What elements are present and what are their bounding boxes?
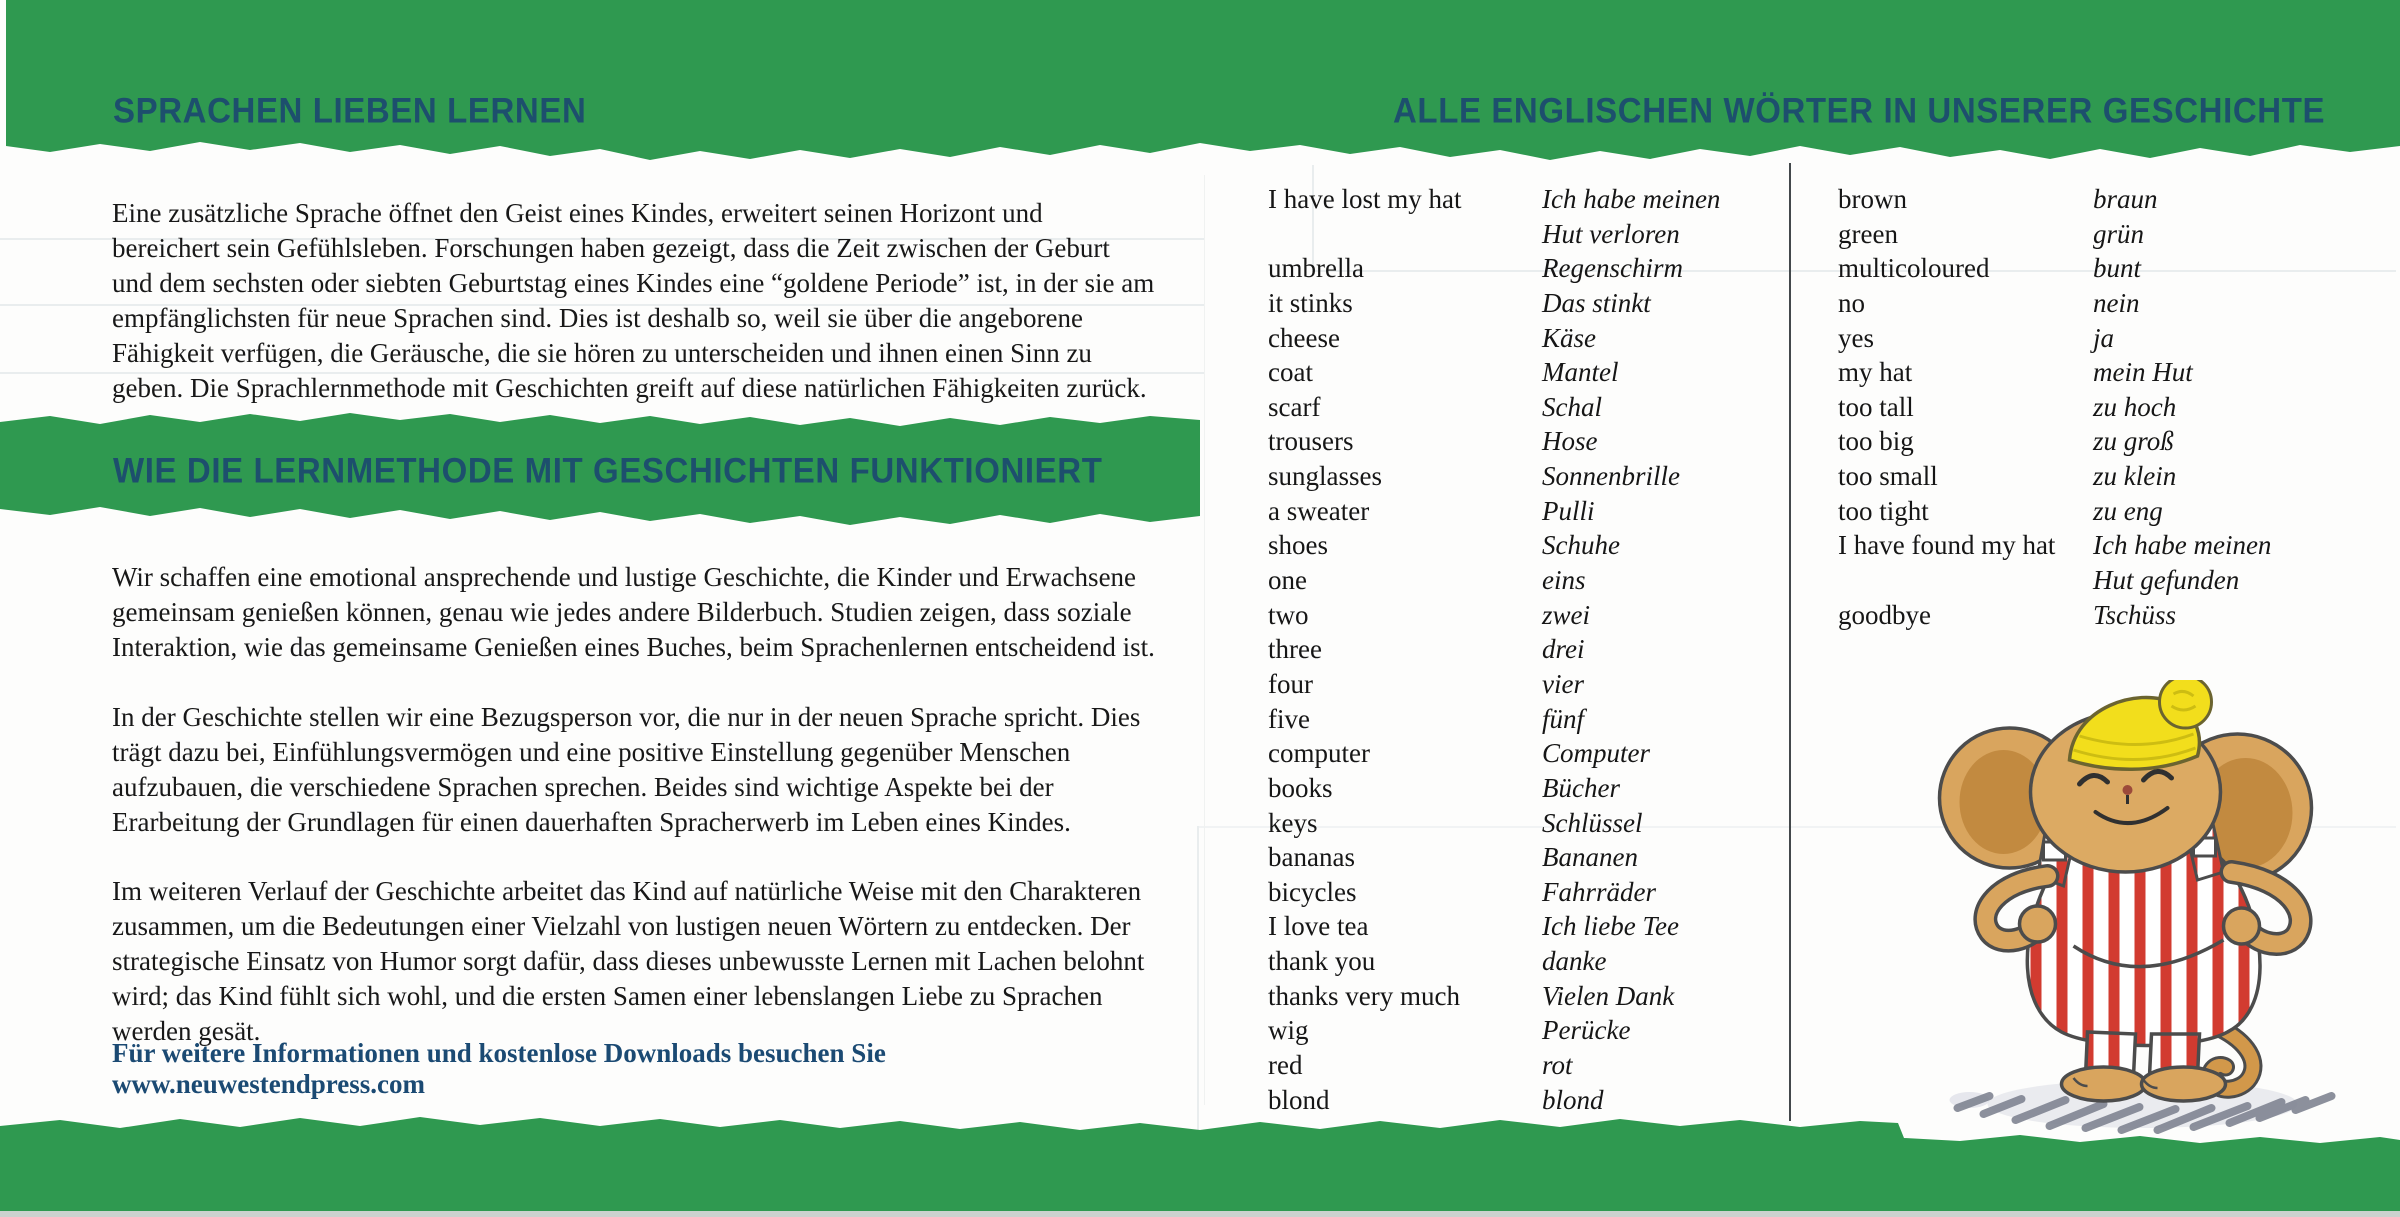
- monkey-illustration: [1895, 680, 2400, 1150]
- vocab-english: thanks very much: [1268, 980, 1460, 1011]
- vocab-german: vier: [1542, 668, 1584, 699]
- vocab-german: Perücke: [1542, 1015, 1631, 1046]
- vocab-english: yes: [1838, 322, 1874, 353]
- vocab-english: three: [1268, 634, 1322, 665]
- vocab-german: Ich habe meinen: [1542, 184, 1721, 214]
- website-info-line: Für weitere Informationen und kostenlose Downloads besuchen Sie www.neuwestendpress.com: [112, 1038, 886, 1099]
- vocab-german: rot: [1542, 1050, 1573, 1081]
- vocab-row: [1838, 217, 2271, 252]
- vocab-german: Ich habe meinen: [2093, 530, 2272, 561]
- vocab-english: it stinks: [1268, 287, 1353, 318]
- vocab-row: [1838, 494, 2271, 529]
- vocab-row: [1268, 944, 1720, 979]
- vocab-row: [1268, 355, 1720, 390]
- vocab-english: wig: [1268, 1015, 1309, 1046]
- vocab-row: [1838, 390, 2271, 425]
- right-page-title: ALLE ENGLISCHEN WÖRTER IN UNSERER GESCHICHTE: [1393, 90, 2326, 130]
- vocab-row: [1838, 528, 2271, 563]
- vocab-english: green: [1838, 218, 1898, 249]
- vocab-english: I love tea: [1268, 911, 1369, 942]
- vocab-row: [1268, 667, 1720, 702]
- vocab-english: multicoloured: [1838, 253, 1990, 284]
- vocab-list-left: [1268, 182, 1720, 1117]
- vocab-row: [1268, 563, 1720, 598]
- vocab-german: eins: [1542, 565, 1586, 596]
- vocab-english: keys: [1268, 807, 1318, 838]
- vocab-german: Bücher: [1542, 772, 1620, 803]
- vocab-english: four: [1268, 668, 1313, 699]
- vocab-english: shoes: [1268, 530, 1328, 561]
- vocab-row: [1268, 598, 1720, 633]
- vocab-english: scarf: [1268, 391, 1321, 422]
- vocab-english: sunglasses: [1268, 461, 1382, 492]
- vocab-german: grün: [2093, 218, 2145, 249]
- vocab-row: [1268, 632, 1720, 667]
- vocab-english: no: [1838, 287, 1865, 318]
- vocab-row: [1838, 459, 2271, 494]
- vocab-german: drei: [1542, 634, 1585, 665]
- vocab-german: Pulli: [1542, 495, 1595, 526]
- vocab-german: Das stinkt: [1542, 287, 1651, 318]
- vocab-row: [1268, 1083, 1720, 1118]
- vocab-row: [1268, 494, 1720, 529]
- vocab-german: blond: [1542, 1084, 1604, 1115]
- vocab-english: blond: [1268, 1084, 1330, 1115]
- vocab-row: [1838, 251, 2271, 286]
- vocab-row: [1838, 286, 2271, 321]
- vocab-english: one: [1268, 565, 1307, 596]
- vocab-row: [1268, 286, 1720, 321]
- vocab-german: braun: [2093, 184, 2158, 214]
- vocab-german: Hut gefunden: [2093, 565, 2240, 596]
- vocab-english: computer: [1268, 738, 1370, 769]
- vocab-german: zu klein: [2093, 461, 2177, 492]
- vocab-english: bananas: [1268, 842, 1355, 873]
- vocab-row: [1268, 1013, 1720, 1048]
- vocab-german: Regenschirm: [1542, 253, 1683, 284]
- vocab-german: zu groß: [2093, 426, 2174, 457]
- intro-paragraph: Eine zusätzliche Sprache öffnet den Geist eines Kindes, erweitert seinen Horizont und bereichert sein Gefühlsleben. Forschungen haben gezeigt, dass die Zeit zwischen der Geburt und dem sechsten oder siebten Geburtstag eines Kindes eine “goldene Periode” ist, in der sie am empfänglichsten für neue Sprachen sind. Dies ist deshalb so, weil sie über die angeborene Fähigkeit verfügen, die Geräusche, die sie hören zu unterscheiden und ihnen einen Sinn zu geben. Die Sprachlernmethode mit Geschichten greift auf diese natürlichen Fähigkeiten zurück.: [112, 198, 1155, 403]
- paragraph-4: Im weiteren Verlauf der Geschichte arbeitet das Kind auf natürliche Weise mit den Charakteren zusammen, um die Bedeutungen einer Vielzahl von lustigen neuen Wörtern zu entdecken. Der strategische Einsatz von Humor sorgt dafür, dass dieses unbewusste Lernen mit Lachen belohnt wird; das Kind fühlt sich wohl, und die ersten Samen einer lebenslangen Liebe zu Sprachen werden gesät.: [112, 876, 1145, 1046]
- vocab-row: [1268, 424, 1720, 459]
- vocab-german: mein Hut: [2093, 357, 2193, 388]
- vocab-row: [1268, 217, 1720, 252]
- vocab-row: [1268, 390, 1720, 425]
- vocab-row: [1268, 182, 1720, 217]
- vocab-german: zwei: [1542, 599, 1591, 630]
- vocab-english: brown: [1838, 184, 1907, 214]
- vocab-row: [1268, 702, 1720, 737]
- vocab-row: [1838, 182, 2271, 217]
- left-page-title: SPRACHEN LIEBEN LERNEN: [113, 90, 587, 130]
- vocab-english: I have found my hat: [1838, 530, 2056, 561]
- vocab-german: Tschüss: [2093, 599, 2177, 630]
- vocab-german: zu eng: [2093, 495, 2163, 526]
- vocab-row: [1268, 1048, 1720, 1083]
- vocab-row: [1268, 875, 1720, 910]
- yellow-bobble-hat: [2070, 680, 2212, 769]
- vocab-row: [1838, 321, 2271, 356]
- vocab-english: two: [1268, 599, 1309, 630]
- vocab-english: books: [1268, 772, 1333, 803]
- vocab-english: bicycles: [1268, 876, 1357, 907]
- vocab-english: trousers: [1268, 426, 1354, 457]
- vocab-row: [1268, 528, 1720, 563]
- vocab-row: [1838, 598, 2271, 633]
- vocab-english: I have lost my hat: [1268, 184, 1462, 214]
- vocab-german: Mantel: [1542, 357, 1619, 388]
- vocab-row: [1268, 736, 1720, 771]
- scan-streak: [1197, 826, 1199, 1140]
- column-divider-line: [1789, 163, 1791, 1121]
- vocab-english: coat: [1268, 357, 1313, 388]
- vocab-german: zu hoch: [2093, 391, 2177, 422]
- vocab-english: cheese: [1268, 322, 1340, 353]
- section-title: WIE DIE LERNMETHODE MIT GESCHICHTEN FUNKTIONIERT: [113, 450, 1103, 490]
- vocab-german: Schlüssel: [1542, 807, 1643, 838]
- vocab-english: five: [1268, 703, 1310, 734]
- vocab-row: [1268, 840, 1720, 875]
- vocab-german: Vielen Dank: [1542, 980, 1675, 1011]
- vocab-german: ja: [2093, 322, 2115, 353]
- vocab-german: Computer: [1542, 738, 1650, 769]
- vocab-german: Sonnenbrille: [1542, 461, 1680, 492]
- vocab-german: Schuhe: [1542, 530, 1620, 561]
- vocab-german: fünf: [1542, 703, 1585, 734]
- vocab-row: [1268, 771, 1720, 806]
- vocab-english: too small: [1838, 461, 1938, 492]
- vocab-german: Fahrräder: [1542, 876, 1656, 907]
- vocab-row: [1268, 459, 1720, 494]
- vocab-german: Käse: [1542, 322, 1596, 353]
- vocab-german: danke: [1542, 946, 1607, 977]
- vocab-row: [1838, 563, 2271, 598]
- vocab-row: [1838, 355, 2271, 390]
- vocab-english: too tall: [1838, 391, 1914, 422]
- vocab-row: [1268, 979, 1720, 1014]
- scan-bottom-edge: [0, 1211, 2400, 1217]
- page-gutter-edge: [1204, 175, 1205, 1105]
- vocab-row: [1268, 806, 1720, 841]
- top-green-band: [0, 0, 2400, 175]
- vocab-english: too tight: [1838, 495, 1929, 526]
- vocab-row: [1268, 909, 1720, 944]
- vocab-english: red: [1268, 1050, 1303, 1081]
- paragraph-2: Wir schaffen eine emotional ansprechende und lustige Geschichte, die Kinder und Erwachsene gemeinsam genießen können, genau wie jedes andere Bilderbuch. Studien zeigen, dass soziale Interaktion, wie das gemeinsame Genießen eines Buches, beim Sprachenlernen entscheidend ist.: [112, 562, 1155, 662]
- vocab-english: thank you: [1268, 946, 1376, 977]
- vocab-english: goodbye: [1838, 599, 1931, 630]
- vocab-german: nein: [2093, 287, 2140, 318]
- vocab-german: Hose: [1542, 426, 1598, 457]
- vocab-row: [1268, 251, 1720, 286]
- vocab-english: a sweater: [1268, 495, 1370, 526]
- vocab-german: Bananen: [1542, 842, 1638, 873]
- vocab-row: [1838, 424, 2271, 459]
- vocab-german: Ich liebe Tee: [1542, 911, 1679, 942]
- vocab-english: umbrella: [1268, 253, 1364, 284]
- vocab-german: bunt: [2093, 253, 2142, 284]
- vocab-english: my hat: [1838, 357, 1913, 388]
- vocab-german: Hut verloren: [1542, 218, 1680, 249]
- vocab-german: Schal: [1542, 391, 1602, 422]
- paragraph-3: In der Geschichte stellen wir eine Bezugsperson vor, die nur in der neuen Sprache spricht. Dies trägt dazu bei, Einfühlungsvermögen und eine positive Einstellung gegenüber Menschen aufzubauen, die verschiedene Sprachen sprechen. Beides sind wichtige Aspekte bei der Erarbeitung der Grundlagen für einen dauerhaften Spracherwerb im Leben eines Kindes.: [112, 702, 1141, 837]
- vocab-row: [1268, 321, 1720, 356]
- vocab-english: too big: [1838, 426, 1914, 457]
- vocab-list-right: [1838, 182, 2271, 632]
